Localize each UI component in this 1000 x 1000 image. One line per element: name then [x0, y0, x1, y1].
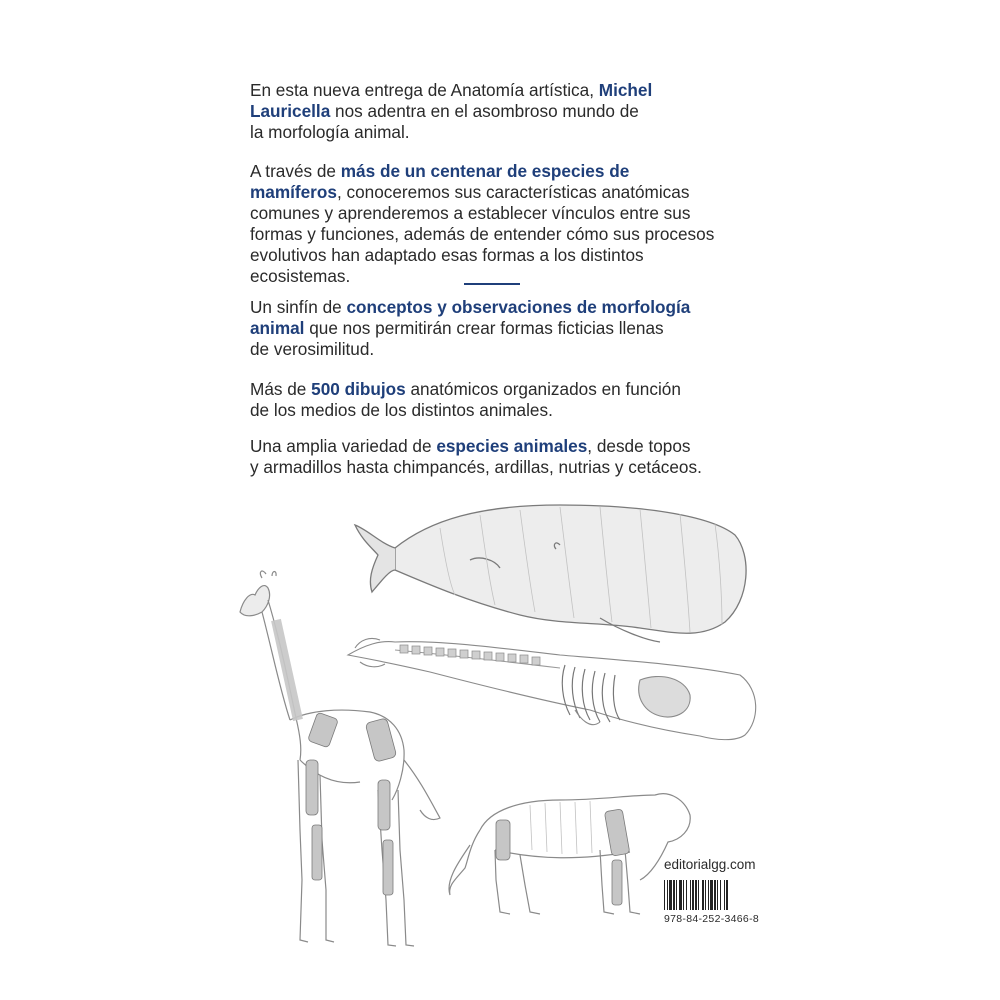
barcode-bar	[702, 880, 704, 910]
body-text: Más de	[250, 379, 312, 399]
barcode-bar	[720, 880, 721, 910]
body-text: nos adentra en el asombroso mundo de	[330, 101, 639, 121]
barcode-bar	[686, 880, 687, 910]
giraffe-anatomy-sketch	[240, 571, 440, 946]
highlighted-text: 500 dibujos	[311, 379, 406, 399]
body-text: que nos permitirán crear formas ficticias llenas	[304, 318, 664, 338]
highlighted-text: Michel	[598, 80, 653, 100]
barcode-bar	[690, 880, 691, 910]
body-text: de los medios de los distintos animales.	[250, 400, 553, 420]
isbn-number: 978-84-252-3466-8	[664, 913, 760, 925]
highlighted-text: más de un centenar de especies de	[340, 161, 630, 181]
barcode-bar	[705, 880, 706, 910]
barcode-bar	[676, 880, 677, 910]
highlighted-text: Lauricella	[250, 101, 331, 121]
body-text: y armadillos hasta chimpancés, ardillas, nutrias y cetáceos.	[250, 457, 702, 477]
body-text: , conoceremos sus características anatómicas	[336, 182, 690, 202]
body-text: En esta nueva entrega de Anatomía artística,	[250, 80, 599, 100]
highlighted-text: mamíferos	[250, 182, 337, 202]
body-text: de verosimilitud.	[250, 339, 375, 359]
tiger-anatomy-sketch	[449, 794, 690, 914]
barcode-bar	[664, 880, 665, 910]
highlighted-text: animal	[250, 318, 305, 338]
body-text: A través de	[250, 161, 341, 181]
body-text: evolutivos han adaptado esas formas a los distintos	[250, 245, 644, 265]
body-text: la morfología animal.	[250, 122, 410, 142]
body-text: anatómicos organizados en función	[405, 379, 681, 399]
sperm-whale-sketch	[355, 505, 746, 642]
barcode	[664, 880, 752, 910]
barcode-bar	[710, 880, 713, 910]
barcode-bar	[726, 880, 728, 910]
publisher-website: editorialgg.com	[664, 857, 756, 872]
barcode-bar	[667, 880, 668, 910]
barcode-bar	[692, 880, 694, 910]
barcode-bar	[717, 880, 718, 910]
barcode-bar	[673, 880, 675, 910]
body-text: ecosistemas.	[250, 266, 351, 286]
highlighted-text: conceptos y observaciones de morfología	[346, 297, 691, 317]
barcode-bar	[679, 880, 682, 910]
barcode-bar	[724, 880, 725, 910]
body-text: comunes y aprenderemos a establecer vínculos entre sus	[250, 203, 691, 223]
barcode-bar	[714, 880, 716, 910]
body-text: , desde topos	[587, 436, 691, 456]
barcode-bar	[683, 880, 684, 910]
barcode-bar	[698, 880, 699, 910]
barcode-bar	[695, 880, 697, 910]
body-text: formas y funciones, además de entender cómo sus procesos	[250, 224, 715, 244]
highlighted-text: especies animales	[436, 436, 588, 456]
body-text: Una amplia variedad de	[250, 436, 437, 456]
barcode-bar	[669, 880, 672, 910]
whale-skeleton-sketch	[348, 638, 756, 739]
barcode-bar	[708, 880, 709, 910]
body-text: Un sinfín de	[250, 297, 347, 317]
